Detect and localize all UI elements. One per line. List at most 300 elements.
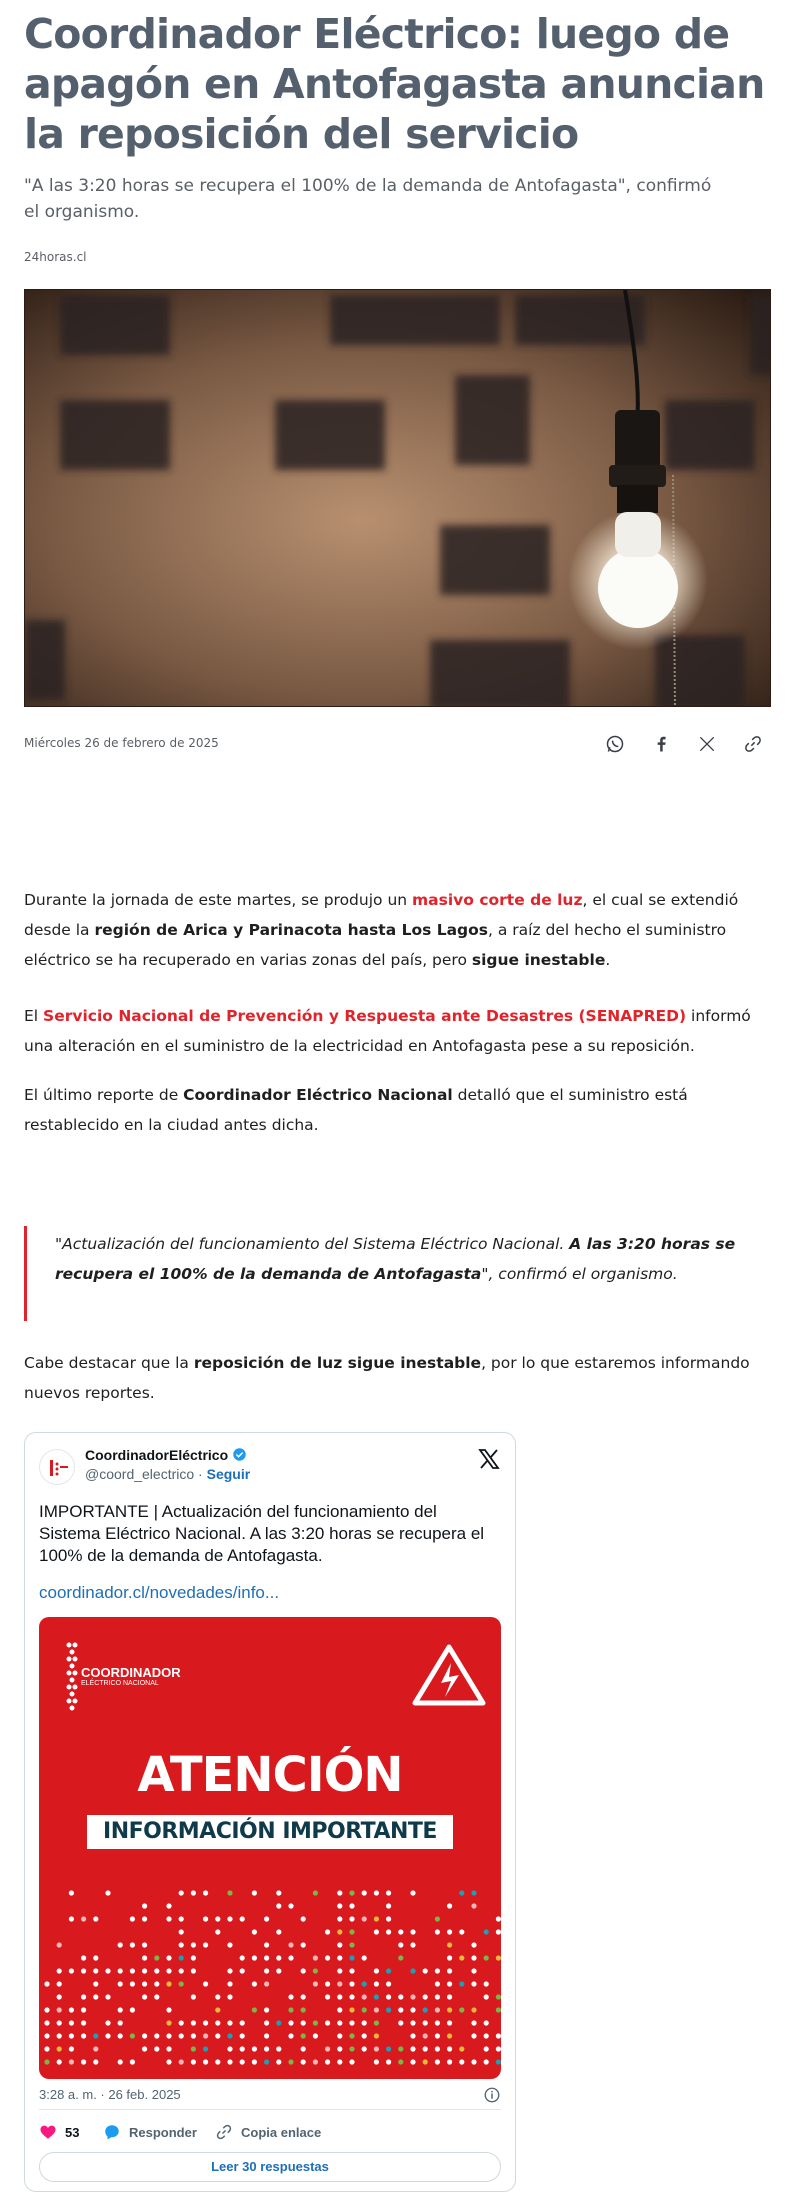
decorative-dot [93, 1916, 98, 1921]
decorative-dot [386, 1994, 391, 1999]
decorative-dot [142, 2033, 147, 2038]
decorative-dot [227, 2020, 232, 2025]
decorative-dot [69, 1916, 74, 1921]
p2-text: informó una alteración en el suministro de la electricidad en Antofagasta pese a su reposición. [24, 1007, 751, 1055]
decorative-dot [81, 1994, 86, 1999]
decorative-dot [410, 1994, 415, 1999]
decorative-dot [410, 1942, 415, 1947]
decorative-dot [57, 1968, 62, 1973]
decorative-dot [179, 1929, 184, 1934]
heart-icon [39, 2123, 57, 2141]
decorative-dot [484, 2046, 489, 2051]
decorative-dot [179, 1890, 184, 1895]
decorative-dot [410, 2033, 415, 2038]
decorative-dot [349, 1968, 354, 1973]
decorative-dot [203, 2033, 208, 2038]
decorative-dot [57, 2033, 62, 2038]
decorative-dot [435, 2059, 440, 2064]
x-logo-icon[interactable] [477, 1447, 501, 1471]
decorative-dot [447, 2007, 452, 2012]
share-facebook-button[interactable] [648, 731, 674, 757]
decorative-dot [191, 2033, 196, 2038]
p1-text: Durante la jornada de este martes, se produjo un [24, 891, 413, 909]
decorative-dot [435, 1916, 440, 1921]
decorative-dot [435, 2046, 440, 2051]
decorative-dot [142, 1994, 147, 1999]
decorative-dot [423, 2046, 428, 2051]
read-replies-button[interactable]: Leer 30 respuestas [39, 2152, 501, 2182]
decorative-dot [130, 1916, 135, 1921]
decorative-dot [337, 1955, 342, 1960]
quote-text: "Actualización del funcionamiento del Sistema Eléctrico Nacional. [55, 1235, 570, 1253]
decorative-dot [386, 1929, 391, 1934]
decorative-dot [301, 2046, 306, 2051]
decorative-dot [276, 1903, 281, 1908]
decorative-dot [142, 1916, 147, 1921]
decorative-dot [203, 1942, 208, 1947]
decorative-dot [496, 2059, 501, 2064]
tweet-handle[interactable]: @coord_electrico [85, 1466, 195, 1482]
decorative-dot [154, 1981, 159, 1986]
copy-link-label: Copia enlace [241, 2124, 322, 2140]
decorative-dot [81, 2007, 86, 2012]
decorative-dot [410, 2046, 415, 2051]
decorative-dot [362, 2007, 367, 2012]
copy-link-button[interactable] [740, 731, 766, 757]
card-brand: COORDINADOR [81, 1665, 181, 1680]
decorative-dot [313, 2020, 318, 2025]
decorative-dot [166, 2007, 171, 2012]
decorative-dot [240, 2033, 245, 2038]
source-label[interactable]: 24horas.cl [24, 250, 87, 264]
decorative-dot [471, 2020, 476, 2025]
decorative-dot [69, 2033, 74, 2038]
decorative-dot [191, 2020, 196, 2025]
decorative-dot [130, 2033, 135, 2038]
link-senapred[interactable]: Servicio Nacional de Prevención y Respuesta ante Desastres (SENAPRED) [43, 1007, 687, 1025]
decorative-dot [301, 2020, 306, 2025]
decorative-dot [191, 1968, 196, 1973]
decorative-dot [459, 1929, 464, 1934]
divider [39, 2109, 501, 2110]
decorative-dot [57, 2059, 62, 2064]
decorative-dot [264, 2059, 269, 2064]
tweet-link[interactable]: coordinador.cl/novedades/info... [39, 1583, 280, 1602]
decorative-dot [349, 1903, 354, 1908]
decorative-dot [337, 2059, 342, 2064]
decorative-dot [44, 2059, 49, 2064]
p3-text: El último reporte de [24, 1086, 184, 1104]
decorative-dot [301, 2059, 306, 2064]
decorative-dot [423, 2033, 428, 2038]
x-icon [697, 734, 717, 754]
decorative-dot [142, 1955, 147, 1960]
decorative-dot [337, 2020, 342, 2025]
decorative-dot [264, 1968, 269, 1973]
coordinador-logo-icon [40, 1450, 75, 1485]
paragraph-1 [24, 885, 771, 975]
decorative-dot [105, 2020, 110, 2025]
decorative-dot [447, 2046, 452, 2051]
decorative-dot [44, 2046, 49, 2051]
reply-icon [103, 2123, 121, 2141]
decorative-dot [471, 2007, 476, 2012]
hero-image-light-bulb [24, 289, 771, 707]
decorative-dot [337, 2033, 342, 2038]
p1-text: . [605, 951, 611, 969]
decorative-dot [362, 1955, 367, 1960]
decorative-dot [227, 1968, 232, 1973]
decorative-dot [386, 2059, 391, 2064]
decorative-dot [410, 2007, 415, 2012]
decorative-dot [252, 2007, 257, 2012]
decorative-dot [313, 2059, 318, 2064]
decorative-dot [447, 2020, 452, 2025]
decorative-dot [252, 1981, 257, 1986]
decorative-dot [57, 2046, 62, 2051]
decorative-dot [81, 2033, 86, 2038]
decorative-dot [93, 1955, 98, 1960]
decorative-dot [215, 2059, 220, 2064]
decorative-dot [423, 2020, 428, 2025]
decorative-dot [362, 2033, 367, 2038]
decorative-dot [398, 2007, 403, 2012]
decorative-dot [166, 2059, 171, 2064]
decorative-dot [349, 1916, 354, 1921]
decorative-dot [203, 2059, 208, 2064]
separator: · [194, 1466, 207, 1482]
decorative-dot [337, 1916, 342, 1921]
decorative-dot [496, 2046, 501, 2051]
decorative-dot [227, 1994, 232, 1999]
decorative-dot [362, 1981, 367, 1986]
decorative-dot [264, 2033, 269, 2038]
decorative-dot [423, 1994, 428, 1999]
p1-text: , a raíz del hecho el suministro eléctrico se ha recuperado en varias zonas del país, pero [24, 921, 727, 969]
link-masivo-corte[interactable]: masivo corte de luz [412, 891, 583, 909]
decorative-dot [57, 2007, 62, 2012]
tweet-timestamp[interactable]: 3:28 a. m. · 26 feb. 2025 [39, 2087, 181, 2102]
decorative-dot [423, 1968, 428, 1973]
decorative-dot [81, 1968, 86, 1973]
decorative-dot [374, 2046, 379, 2051]
decorative-dot [154, 1968, 159, 1973]
decorative-dot [410, 1968, 415, 1973]
decorative-dot [203, 1981, 208, 1986]
decorative-dot [410, 2020, 415, 2025]
decorative-dot [252, 2059, 257, 2064]
decorative-dot [471, 2059, 476, 2064]
decorative-dot [325, 2020, 330, 2025]
author-name-text: CoordinadorEléctrico [85, 1447, 229, 1463]
decorative-dot [252, 2046, 257, 2051]
share-whatsapp-button[interactable] [602, 731, 628, 757]
decorative-dot [459, 2007, 464, 2012]
decorative-dot [349, 1890, 354, 1895]
decorative-dot [118, 1968, 123, 1973]
decorative-dot [69, 2059, 74, 2064]
decorative-dot [337, 1981, 342, 1986]
decorative-dot [435, 2033, 440, 2038]
decorative-dot [81, 2059, 86, 2064]
avatar[interactable] [39, 1449, 75, 1485]
decorative-dot [179, 2059, 184, 2064]
decorative-dot [288, 2020, 293, 2025]
decorative-dot [374, 1981, 379, 1986]
decorative-dot [179, 1981, 184, 1986]
decorative-dot [337, 1929, 342, 1934]
decorative-dot [301, 1916, 306, 1921]
decorative-dot [105, 1994, 110, 1999]
decorative-dot [227, 1890, 232, 1895]
decorative-dot [179, 2033, 184, 2038]
share-x-button[interactable] [694, 731, 720, 757]
publish-date: Miércoles 26 de febrero de 2025 [24, 736, 219, 750]
decorative-dot [496, 1929, 501, 1934]
decorative-dot [325, 2046, 330, 2051]
decorative-dot [435, 1929, 440, 1934]
decorative-dot [471, 1981, 476, 1986]
decorative-dot [166, 1981, 171, 1986]
pull-quote [24, 1226, 771, 1321]
decorative-dot [386, 1968, 391, 1973]
decorative-dot [471, 2033, 476, 2038]
decorative-dot [69, 2020, 74, 2025]
decorative-dot [386, 1903, 391, 1908]
decorative-dot [374, 2007, 379, 2012]
decorative-dot [105, 2033, 110, 2038]
decorative-dot [166, 1955, 171, 1960]
meta-row [24, 731, 771, 757]
decorative-dot [447, 1981, 452, 1986]
decorative-dot [349, 1929, 354, 1934]
decorative-dot [118, 2059, 123, 2064]
decorative-dot [142, 1942, 147, 1947]
decorative-dot [349, 2020, 354, 2025]
p3-text: detalló que el suministro está restablecido en la ciudad antes dicha. [24, 1086, 688, 1134]
decorative-dot [325, 2059, 330, 2064]
decorative-dot [301, 1994, 306, 1999]
decorative-dot [227, 2059, 232, 2064]
decorative-dot [264, 2020, 269, 2025]
decorative-dot [349, 1942, 354, 1947]
decorative-dot [191, 1890, 196, 1895]
whatsapp-icon [605, 734, 625, 754]
headline: Coordinador Eléctrico: luego de apagón en Antofagasta anuncian la reposición del servicio [24, 10, 765, 158]
decorative-dot [215, 1994, 220, 1999]
decorative-dot [118, 1981, 123, 1986]
decorative-dot [118, 2033, 123, 2038]
decorative-dot [240, 1955, 245, 1960]
decorative-dot [313, 1955, 318, 1960]
decorative-dot [386, 1981, 391, 1986]
info-icon[interactable] [483, 2086, 501, 2104]
decorative-dot [93, 1981, 98, 1986]
decorative-dot [118, 2020, 123, 2025]
decorative-dot [374, 1994, 379, 1999]
link-icon [743, 734, 763, 754]
decorative-dot [93, 1994, 98, 1999]
embedded-tweet[interactable] [24, 1432, 516, 2192]
decorative-dot [130, 1942, 135, 1947]
reply-button[interactable] [103, 2120, 197, 2144]
decorative-dot [471, 1890, 476, 1895]
p2-text: El [24, 1007, 44, 1025]
decorative-dot [57, 1942, 62, 1947]
decorative-dot [337, 1968, 342, 1973]
decorative-dot [337, 2046, 342, 2051]
decorative-dot [423, 2007, 428, 2012]
decorative-dot [179, 1916, 184, 1921]
decorative-dot [227, 2033, 232, 2038]
decorative-dot [142, 2046, 147, 2051]
decorative-dot [215, 2020, 220, 2025]
decorative-dot [484, 1955, 489, 1960]
decorative-dot [435, 1981, 440, 1986]
like-button[interactable] [39, 2120, 79, 2144]
decorative-dot [349, 2046, 354, 2051]
reply-label: Responder [129, 2124, 197, 2140]
decorative-dot [191, 1942, 196, 1947]
decorative-dot [240, 1916, 245, 1921]
decorative-dot [374, 1890, 379, 1895]
decorative-dot [44, 2020, 49, 2025]
decorative-dot [484, 2033, 489, 2038]
decorative-dot [496, 1994, 501, 1999]
decorative-dot [325, 1929, 330, 1934]
decorative-dot [496, 2033, 501, 2038]
decorative-dot [374, 1929, 379, 1934]
decorative-dot [459, 2059, 464, 2064]
decorative-dot [130, 2007, 135, 2012]
decorative-dot [130, 2059, 135, 2064]
decorative-dot [313, 1968, 318, 1973]
paragraph-3 [24, 1080, 771, 1140]
decorative-dot [276, 1955, 281, 1960]
decorative-dot [288, 2033, 293, 2038]
decorative-dot [81, 1955, 86, 1960]
decorative-dot [471, 1903, 476, 1908]
quote-text: ", confirmó el organismo. [481, 1265, 678, 1283]
follow-button[interactable]: Seguir [206, 1466, 251, 1482]
decorative-dot [398, 2020, 403, 2025]
decorative-dot [203, 1916, 208, 1921]
p1-bold: región de Arica y Parinacota hasta Los Lagos [94, 921, 489, 939]
decorative-dot [288, 2059, 293, 2064]
decorative-dot [264, 1955, 269, 1960]
decorative-dot [288, 1955, 293, 1960]
decorative-dot [349, 1994, 354, 1999]
decorative-dot [435, 1994, 440, 1999]
decorative-dot [142, 1968, 147, 1973]
decorative-dot [423, 2059, 428, 2064]
decorative-dot [215, 2007, 220, 2012]
decorative-dot [276, 1929, 281, 1934]
decorative-dot [179, 1942, 184, 1947]
like-count: 53 [65, 2124, 80, 2140]
decorative-dot [166, 1916, 171, 1921]
tweet-author-name[interactable] [85, 1447, 247, 1463]
decorative-dot [105, 1968, 110, 1973]
p4-bold: reposición de luz sigue inestable [193, 1354, 482, 1372]
decorative-dot [459, 1955, 464, 1960]
decorative-dot [215, 1929, 220, 1934]
decorative-dot [496, 2007, 501, 2012]
decorative-dot [81, 1916, 86, 1921]
decorative-dot [349, 1981, 354, 1986]
decorative-dot [484, 2059, 489, 2064]
card-banner: INFORMACIÓN IMPORTANTE [103, 1819, 437, 1844]
tweet-actions [39, 2120, 501, 2144]
card-brand-sub: ELÉCTRICO NACIONAL [81, 1680, 159, 1687]
decorative-dot [362, 1890, 367, 1895]
decorative-dot [93, 2046, 98, 2051]
decorative-dot [215, 1916, 220, 1921]
decorative-dot [130, 1968, 135, 1973]
subheadline: "A las 3:20 horas se recupera el 100% de la demanda de Antofagasta", confirmó el organismo. [24, 176, 712, 222]
decorative-dot [118, 2007, 123, 2012]
decorative-dot [325, 1981, 330, 1986]
decorative-dot [191, 2059, 196, 2064]
decorative-dot [276, 2059, 281, 2064]
decorative-dot [447, 1994, 452, 1999]
decorative-dot [166, 2046, 171, 2051]
decorative-dot [166, 1903, 171, 1908]
decorative-dot [362, 2020, 367, 2025]
decorative-dot [154, 2046, 159, 2051]
decorative-dot [93, 2033, 98, 2038]
tweet-text: IMPORTANTE | Actualización del funcionamiento del Sistema Eléctrico Nacional. A las 3:20 horas se recupera el 100% de la demanda de Antofagasta. [39, 1502, 485, 1565]
decorative-dot [484, 1994, 489, 1999]
decorative-dot [337, 2007, 342, 2012]
decorative-dot [386, 2046, 391, 2051]
decorative-dot [240, 2046, 245, 2051]
decorative-dot [264, 1916, 269, 1921]
decorative-dot [410, 2059, 415, 2064]
decorative-dot [398, 2046, 403, 2051]
decorative-dot [142, 1981, 147, 1986]
decorative-dot [264, 1981, 269, 1986]
decorative-dot [447, 1903, 452, 1908]
decorative-dot [57, 2020, 62, 2025]
decorative-dot [166, 2020, 171, 2025]
decorative-dot [398, 1929, 403, 1934]
decorative-dot [484, 2020, 489, 2025]
decorative-dot [179, 2020, 184, 2025]
copy-link-tweet-button[interactable] [215, 2120, 321, 2144]
decorative-dot [362, 2046, 367, 2051]
decorative-dot [264, 1942, 269, 1947]
decorative-dot [69, 2007, 74, 2012]
decorative-dot [191, 1955, 196, 1960]
decorative-dot [301, 2007, 306, 2012]
decorative-dot [447, 2033, 452, 2038]
decorative-dot [93, 2059, 98, 2064]
decorative-dot [179, 1968, 184, 1973]
decorative-dot [337, 1994, 342, 1999]
paragraph-2 [24, 1001, 771, 1061]
decorative-dot [459, 1981, 464, 1986]
decorative-dot [496, 1916, 501, 1921]
decorative-dot [484, 1981, 489, 1986]
card-title: ATENCIÓN [137, 1747, 403, 1803]
decorative-dot [227, 1916, 232, 1921]
decorative-dot [191, 1994, 196, 1999]
article [24, 0, 771, 2174]
tweet-media-card[interactable] [39, 1617, 501, 2079]
decorative-dot [252, 1929, 257, 1934]
decorative-dot [337, 1890, 342, 1895]
